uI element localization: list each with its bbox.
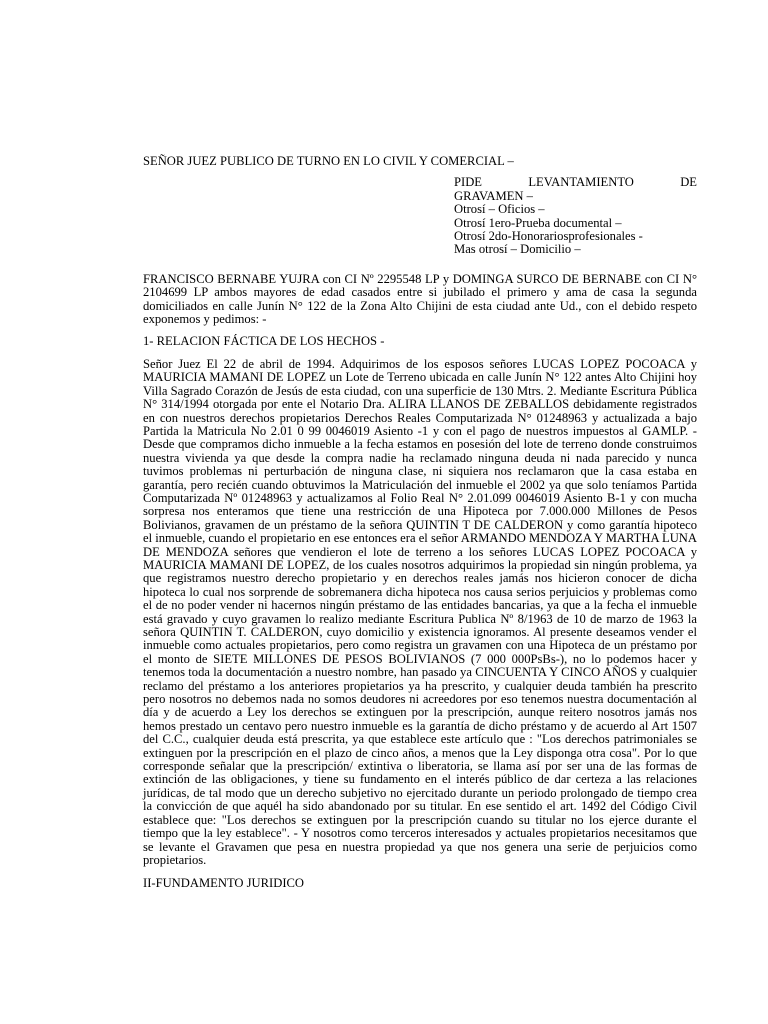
facts-paragraph: Señor Juez El 22 de abril de 1994. Adquirimos de los esposos señores LUCAS LOPEZ POCOACA y MAURICIA MAMANI DE LOPEZ un Lote de Terreno ubicada en calle Junín N° 122 antes Alto Chijini hoy Villa Sagrado Corazón de Jesús de esta ciudad, con una superficie de 130 Mtrs. 2. Mediante Escritura Pública N° 314/1994 otorgada por ente el Notario Dra. ALIRA LLANOS DE ZEBALLOS debidamente registrados en con nuestros derechos propietarios Derechos Reales Computarizada N° 01248963 y actualizada a bajo Partida la Matricula No 2.01 0 99 0046019 Asiento -1 y con el pago de nuestros impuestos al GAMLP. - Desde que compramos dicho inmueble a la fecha estamos en posesión del lote de terreno donde construimos nuestra vivienda ya que desde la compra nadie ha reclamado ninguna deuda ni nada parecido y nunca tuvimos problemas ni perturbación de ninguna clase, ni siquiera nos reclamaron que la casa estaba en garantía, pero recién cuando obtuvimos la Matriculación del inmueble el 2002 ya que solo teníamos Partida Computarizada Nº 01248963 y actualizamos al Folio Real N° 2.01.099 0046019 Asiento B-1 y con mucha sorpresa nos enteramos que tiene una restricción de una Hipoteca por 7.000.000 Millones de Pesos Bolivianos, gravamen de un préstamo de la señora QUINTIN T DE CALDERON y como garantía hipoteco el inmueble, cuando el propietario en ese entonces era el señor ARMANDO MENDOZA Y MARTHA LUNA DE MENDOZA señores que vendieron el lote de terreno a los señores LUCAS LOPEZ POCOACA y MAURICIA MAMANI DE LOPEZ, de los cuales nosotros adquirimos la propiedad sin ningún problema, ya que registramos nuestro derecho propietario y en derechos reales jamás nos hicieron conocer de dicha hipoteca lo cual nos sorprende de sobremanera dicha hipoteca nos causa serios perjuicios y problemas como el de no poder vender ni hacernos ningún préstamo de las entidades bancarias, ya que a la fecha el inmueble está gravado y cuyo gravamen lo realizo mediante Escritura Publica Nº 8/1963 de 10 de marzo de 1963 la señora QUINTIN T. CALDERON, cuyo domicilio y existencia ignoramos. Al presente deseamos vender el inmueble como actuales propietarios, pero como registra un gravamen con una Hipoteca de un préstamo por el monto de SIETE MILLONES DE PESOS BOLIVIANOS (7 000 000PsBs-), no lo podemos hacer y tenemos toda la documentación a nuestro nombre, han pasado ya CINCUENTA Y CINCO AÑOS y cualquier reclamo del préstamo a los anteriores propietarios ya ha prescrito, y cualquier deuda también ha prescrito pero nosotros no debemos nada no somos deudores ni acreedores por eso tenemos nuestra documentación al día y de acuerdo a Ley los derechos se extinguen por la prescripción, aunque reitero nosotros jamás nos hemos prestado un centavo pero nuestro inmueble es la garantía de dicho préstamo y de acuerdo al Art 1507 del C.C., cualquier deuda está prescrita, ya que establece este artículo que : "Los derechos patrimoniales se extinguen por la prescripción en el plazo de cinco años, a menos que la Ley disponga otra cosa". Por lo que corresponde señalar que la prescripción/ extintiva o liberatoria, se llama así por ser una de las formas de extinción de las obligaciones, y tiene su fundamento en el interés público de dar certeza a las relaciones jurídicas, de tal modo que un derecho subjetivo no ejercitado durante un periodo prolongado de tiempo crea la convicción de que aquél ha sido abandonado por su titular. En ese sentido el art. 1492 del Código Civil establece que: "Los derechos se extinguen por la prescripción cuando su titular no los ejerce durante el tiempo que la ley establece". - Y nosotros como terceros interesados y actuales propietarios necesitamos que se levante el Gravamen que pesa en nuestra propiedad ya que nos genera una serie de perjuicios como propietarios. xyxy=(143,356,697,867)
sumilla-line: Otrosí 2do-Honorariosprofesionales - xyxy=(454,229,643,244)
sumilla-line: Otrosí 1ero-Prueba documental – xyxy=(454,215,622,230)
sumilla-line: Mas otrosí – Domicilio – xyxy=(454,242,581,257)
address-heading: SEÑOR JUEZ PUBLICO DE TURNO EN LO CIVIL Y COMERCIAL – xyxy=(143,154,514,168)
sumilla-line: Otrosí – Oficios – xyxy=(454,202,545,217)
sumilla-word: PIDE xyxy=(454,175,482,190)
sumilla-block xyxy=(454,176,697,256)
sumilla-word: LEVANTAMIENTO xyxy=(528,175,634,190)
section-heading: II-FUNDAMENTO JURIDICO xyxy=(143,876,305,891)
section-heading: 1- RELACION FÁCTICA DE LOS HECHOS - xyxy=(143,334,385,349)
sumilla-word: DE xyxy=(680,175,697,190)
document-page xyxy=(143,155,697,891)
sumilla-line: GRAVAMEN – xyxy=(454,188,533,203)
sumilla-first-line xyxy=(454,176,697,189)
intro-paragraph: FRANCISCO BERNABE YUJRA con CI Nº 2295548 LP y DOMINGA SURCO DE BERNABE con CI N° 2104699 LP ambos mayores de edad casados entre si jubilado el primero y ama de casa la segunda domiciliados en calle Junín N° 122 de la Zona Alto Chijini de esta ciudad ante Ud., con el debido respeto exponemos y pedimos: - xyxy=(143,271,697,327)
